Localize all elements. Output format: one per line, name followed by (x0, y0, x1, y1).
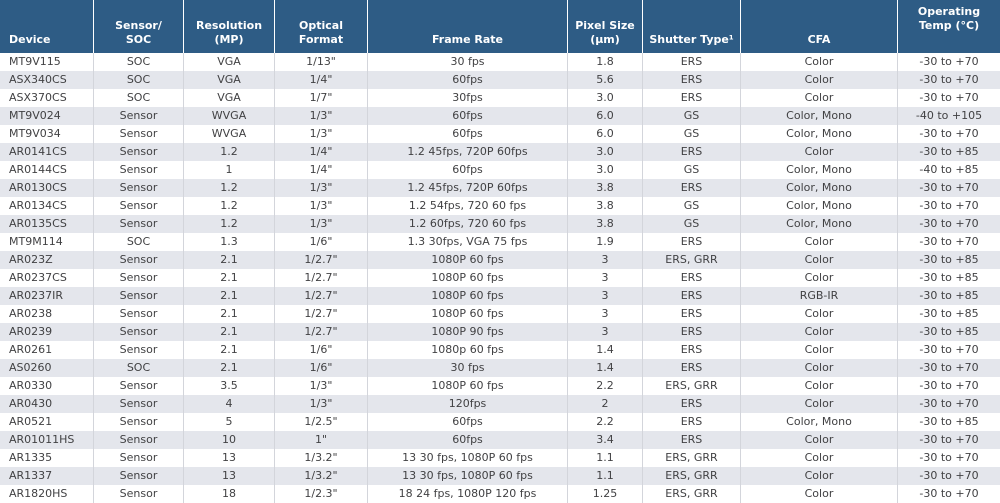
cell-optical-format: 1/2.3" (275, 485, 368, 503)
cell-resolution: 1.3 (184, 233, 275, 251)
cell-shutter-type: ERS, GRR (643, 467, 741, 485)
header-cell-pixel-size (568, 0, 643, 53)
cell-operating-temp: -30 to +70 (919, 91, 979, 104)
cell-sensor-soc: Sensor (94, 125, 184, 143)
header-label: Format (298, 33, 344, 46)
cell-operating-temp: -30 to +70 (919, 199, 979, 212)
table-row (0, 53, 1000, 71)
cell-resolution: 2.1 (184, 269, 275, 287)
header-cell-cfa (741, 0, 898, 53)
table-row (0, 323, 1000, 341)
cell-optical-format: 1/6" (275, 359, 368, 377)
cell-resolution: WVGA (184, 125, 275, 143)
cell-cfa: Color (741, 323, 898, 341)
cell-optical-format: 1/3" (275, 215, 368, 233)
cell-sensor-soc: Sensor (94, 467, 184, 485)
cell-pixel-size: 3 (568, 287, 643, 305)
header-cell-shutter-type (643, 0, 741, 53)
cell-pixel-size: 3.0 (568, 161, 643, 179)
cell-optical-format: 1/3" (275, 395, 368, 413)
cell-operating-temp: -40 to +85 (919, 163, 979, 176)
cell-frame-rate: 30fps (368, 89, 568, 107)
table-row (0, 449, 1000, 467)
cell-shutter-type: ERS (643, 71, 741, 89)
cell-operating-temp: -30 to +70 (919, 235, 979, 248)
table-row (0, 179, 1000, 197)
cell-pixel-size: 3.4 (568, 431, 643, 449)
cell-cfa: Color (741, 449, 898, 467)
cell-device: AR0130CS (0, 179, 94, 197)
table-row (0, 269, 1000, 287)
cell-shutter-type: ERS, GRR (643, 485, 741, 503)
cell-sensor-soc: Sensor (94, 431, 184, 449)
header-label: CFA (807, 33, 831, 46)
header-label: SOC (125, 33, 152, 46)
cell-optical-format: 1/3" (275, 179, 368, 197)
cell-frame-rate: 1080P 90 fps (368, 323, 568, 341)
table-row (0, 359, 1000, 377)
cell-sensor-soc: SOC (94, 89, 184, 107)
cell-shutter-type: ERS (643, 359, 741, 377)
cell-optical-format: 1/3" (275, 377, 368, 395)
cell-pixel-size: 1.8 (568, 53, 643, 71)
cell-cfa: Color (741, 233, 898, 251)
cell-pixel-size: 5.6 (568, 71, 643, 89)
cell-device: ASX370CS (0, 89, 94, 107)
cell-device: AR0261 (0, 341, 94, 359)
cell-shutter-type: ERS, GRR (643, 377, 741, 395)
cell-optical-format: 1/4" (275, 71, 368, 89)
cell-sensor-soc: SOC (94, 359, 184, 377)
cell-frame-rate: 1.3 30fps, VGA 75 fps (368, 233, 568, 251)
cell-device: AR01011HS (0, 431, 94, 449)
table-row (0, 305, 1000, 323)
cell-shutter-type: GS (643, 197, 741, 215)
cell-resolution: 1.2 (184, 179, 275, 197)
cell-frame-rate: 60fps (368, 71, 568, 89)
cell-device: AR0521 (0, 413, 94, 431)
cell-frame-rate: 1080P 60 fps (368, 269, 568, 287)
cell-shutter-type: ERS (643, 341, 741, 359)
cell-frame-rate: 60fps (368, 161, 568, 179)
cell-shutter-type: ERS, GRR (643, 449, 741, 467)
cell-shutter-type: ERS (643, 233, 741, 251)
cell-resolution: 1 (184, 161, 275, 179)
table-row (0, 143, 1000, 161)
cell-device: AR0238 (0, 305, 94, 323)
cell-resolution: 18 (184, 485, 275, 503)
cell-device: AR1820HS (0, 485, 94, 503)
cell-operating-temp: -30 to +70 (919, 433, 979, 446)
cell-cfa: Color (741, 305, 898, 323)
cell-pixel-size: 3 (568, 251, 643, 269)
cell-cfa: Color (741, 143, 898, 161)
header-cell-frame-rate (368, 0, 568, 53)
cell-cfa: Color (741, 359, 898, 377)
cell-cfa: Color, Mono (741, 125, 898, 143)
cell-pixel-size: 3.8 (568, 197, 643, 215)
header-cell-sensor-soc (94, 0, 184, 53)
cell-resolution: 2.1 (184, 305, 275, 323)
cell-device: ASX340CS (0, 71, 94, 89)
table-row (0, 395, 1000, 413)
cell-operating-temp: -30 to +85 (919, 415, 979, 428)
cell-frame-rate: 1080p 60 fps (368, 341, 568, 359)
cell-frame-rate: 1080P 60 fps (368, 377, 568, 395)
cell-cfa: Color (741, 269, 898, 287)
cell-sensor-soc: SOC (94, 53, 184, 71)
cell-pixel-size: 3.8 (568, 179, 643, 197)
table-row (0, 233, 1000, 251)
table-row (0, 125, 1000, 143)
cell-operating-temp: -30 to +70 (919, 469, 979, 482)
cell-resolution: 5 (184, 413, 275, 431)
cell-shutter-type: ERS (643, 287, 741, 305)
cell-pixel-size: 1.4 (568, 341, 643, 359)
cell-optical-format: 1/4" (275, 161, 368, 179)
cell-optical-format: 1/3.2" (275, 467, 368, 485)
header-label: Frame Rate (431, 33, 504, 46)
cell-shutter-type: GS (643, 161, 741, 179)
cell-sensor-soc: Sensor (94, 323, 184, 341)
cell-shutter-type: ERS (643, 413, 741, 431)
cell-resolution: VGA (184, 89, 275, 107)
cell-operating-temp: -30 to +85 (919, 325, 979, 338)
cell-frame-rate: 60fps (368, 431, 568, 449)
header-cell-device (0, 0, 94, 53)
table-row (0, 485, 1000, 503)
cell-frame-rate: 120fps (368, 395, 568, 413)
cell-operating-temp: -30 to +70 (919, 217, 979, 230)
cell-resolution: 1.2 (184, 143, 275, 161)
cell-cfa: Color, Mono (741, 107, 898, 125)
cell-pixel-size: 1.1 (568, 449, 643, 467)
cell-device: AR023Z (0, 251, 94, 269)
cell-cfa: Color (741, 431, 898, 449)
cell-cfa: Color (741, 89, 898, 107)
cell-pixel-size: 2 (568, 395, 643, 413)
header-label: Pixel Size (575, 19, 635, 32)
cell-pixel-size: 1.25 (568, 485, 643, 503)
cell-optical-format: 1/3" (275, 197, 368, 215)
cell-pixel-size: 3.0 (568, 89, 643, 107)
cell-resolution: VGA (184, 53, 275, 71)
cell-frame-rate: 30 fps (368, 359, 568, 377)
cell-cfa: Color (741, 251, 898, 269)
cell-resolution: 1.2 (184, 215, 275, 233)
cell-resolution: 13 (184, 449, 275, 467)
cell-sensor-soc: Sensor (94, 305, 184, 323)
cell-pixel-size: 3 (568, 305, 643, 323)
cell-operating-temp: -30 to +70 (919, 487, 979, 500)
cell-optical-format: 1/6" (275, 341, 368, 359)
cell-optical-format: 1/3.2" (275, 449, 368, 467)
cell-optical-format: 1/13" (275, 53, 368, 71)
cell-operating-temp: -30 to +85 (919, 307, 979, 320)
cell-sensor-soc: SOC (94, 71, 184, 89)
cell-operating-temp: -30 to +85 (919, 253, 979, 266)
cell-shutter-type: ERS (643, 323, 741, 341)
cell-device: AR0237CS (0, 269, 94, 287)
cell-sensor-soc: Sensor (94, 179, 184, 197)
cell-cfa: Color, Mono (741, 179, 898, 197)
cell-optical-format: 1/6" (275, 233, 368, 251)
cell-operating-temp: -30 to +85 (919, 145, 979, 158)
cell-operating-temp: -30 to +70 (919, 343, 979, 356)
cell-frame-rate: 1.2 45fps, 720P 60fps (368, 143, 568, 161)
cell-frame-rate: 18 24 fps, 1080P 120 fps (368, 485, 568, 503)
cell-resolution: WVGA (184, 107, 275, 125)
cell-frame-rate: 1.2 54fps, 720 60 fps (368, 197, 568, 215)
cell-optical-format: 1/2.7" (275, 323, 368, 341)
cell-shutter-type: GS (643, 215, 741, 233)
cell-shutter-type: ERS, GRR (643, 251, 741, 269)
cell-frame-rate: 1080P 60 fps (368, 287, 568, 305)
cell-frame-rate: 60fps (368, 125, 568, 143)
cell-pixel-size: 1.9 (568, 233, 643, 251)
table-row (0, 89, 1000, 107)
table-header (0, 0, 1000, 53)
cell-shutter-type: ERS (643, 89, 741, 107)
cell-cfa: Color (741, 53, 898, 71)
cell-operating-temp: -30 to +70 (919, 127, 979, 140)
table-row (0, 215, 1000, 233)
cell-device: AR0144CS (0, 161, 94, 179)
cell-operating-temp: -30 to +70 (919, 73, 979, 86)
table-row (0, 197, 1000, 215)
cell-operating-temp: -40 to +105 (915, 109, 983, 122)
cell-device: MT9M114 (0, 233, 94, 251)
cell-sensor-soc: Sensor (94, 107, 184, 125)
cell-shutter-type: GS (643, 125, 741, 143)
cell-sensor-soc: Sensor (94, 143, 184, 161)
header-label: (µm) (590, 33, 620, 46)
cell-cfa: Color (741, 377, 898, 395)
cell-operating-temp: -30 to +70 (919, 55, 979, 68)
cell-sensor-soc: Sensor (94, 413, 184, 431)
table-row (0, 413, 1000, 431)
cell-device: MT9V024 (0, 107, 94, 125)
cell-shutter-type: ERS (643, 143, 741, 161)
cell-sensor-soc: Sensor (94, 485, 184, 503)
cell-cfa: Color, Mono (741, 215, 898, 233)
cell-resolution: 3.5 (184, 377, 275, 395)
cell-resolution: 13 (184, 467, 275, 485)
cell-device: AR1337 (0, 467, 94, 485)
cell-operating-temp: -30 to +70 (919, 181, 979, 194)
cell-device: AR0141CS (0, 143, 94, 161)
cell-shutter-type: ERS (643, 269, 741, 287)
cell-device: AR0237IR (0, 287, 94, 305)
header-label: Device (9, 33, 51, 46)
cell-optical-format: 1" (275, 431, 368, 449)
header-cell-optical-format (275, 0, 368, 53)
cell-sensor-soc: Sensor (94, 287, 184, 305)
cell-sensor-soc: Sensor (94, 449, 184, 467)
cell-device: AS0260 (0, 359, 94, 377)
table-row (0, 467, 1000, 485)
cell-resolution: 4 (184, 395, 275, 413)
cell-operating-temp: -30 to +70 (919, 361, 979, 374)
cell-frame-rate: 60fps (368, 413, 568, 431)
cell-pixel-size: 6.0 (568, 125, 643, 143)
cell-sensor-soc: Sensor (94, 377, 184, 395)
header-label: Temp (°C) (918, 19, 980, 32)
cell-operating-temp: -30 to +70 (919, 379, 979, 392)
cell-sensor-soc: Sensor (94, 251, 184, 269)
cell-shutter-type: ERS (643, 305, 741, 323)
cell-sensor-soc: Sensor (94, 395, 184, 413)
cell-device: AR0135CS (0, 215, 94, 233)
table-row (0, 431, 1000, 449)
cell-sensor-soc: Sensor (94, 269, 184, 287)
cell-sensor-soc: SOC (94, 233, 184, 251)
cell-operating-temp: -30 to +85 (919, 289, 979, 302)
cell-cfa: Color (741, 341, 898, 359)
cell-shutter-type: ERS (643, 395, 741, 413)
header-label: Operating (917, 5, 981, 18)
cell-resolution: VGA (184, 71, 275, 89)
cell-cfa: Color (741, 395, 898, 413)
cell-cfa: Color (741, 71, 898, 89)
cell-optical-format: 1/4" (275, 143, 368, 161)
cell-optical-format: 1/3" (275, 107, 368, 125)
cell-shutter-type: GS (643, 107, 741, 125)
header-label: Resolution (195, 19, 263, 32)
cell-device: AR0239 (0, 323, 94, 341)
cell-cfa: Color, Mono (741, 197, 898, 215)
cell-cfa: Color, Mono (741, 161, 898, 179)
cell-frame-rate: 1.2 60fps, 720 60 fps (368, 215, 568, 233)
table-row (0, 161, 1000, 179)
cell-pixel-size: 2.2 (568, 377, 643, 395)
cell-device: AR0430 (0, 395, 94, 413)
cell-cfa: Color (741, 467, 898, 485)
cell-operating-temp: -30 to +85 (919, 271, 979, 284)
header-label: Shutter Type¹ (649, 33, 734, 46)
cell-device: MT9V034 (0, 125, 94, 143)
cell-optical-format: 1/7" (275, 89, 368, 107)
cell-pixel-size: 3.0 (568, 143, 643, 161)
cell-shutter-type: ERS (643, 431, 741, 449)
cell-shutter-type: ERS (643, 53, 741, 71)
cell-frame-rate: 13 30 fps, 1080P 60 fps (368, 467, 568, 485)
cell-frame-rate: 1080P 60 fps (368, 305, 568, 323)
cell-resolution: 2.1 (184, 251, 275, 269)
cell-resolution: 2.1 (184, 359, 275, 377)
table-row (0, 287, 1000, 305)
header-cell-operating-temp (898, 0, 1000, 53)
cell-optical-format: 1/2.7" (275, 305, 368, 323)
cell-resolution: 2.1 (184, 341, 275, 359)
table-body (0, 53, 1000, 503)
cell-resolution: 1.2 (184, 197, 275, 215)
cell-pixel-size: 3 (568, 323, 643, 341)
cell-pixel-size: 6.0 (568, 107, 643, 125)
cell-cfa: RGB-IR (741, 287, 898, 305)
cell-cfa: Color (741, 485, 898, 503)
cell-device: AR0330 (0, 377, 94, 395)
cell-device: MT9V115 (0, 53, 94, 71)
cell-pixel-size: 3.8 (568, 215, 643, 233)
cell-operating-temp: -30 to +70 (919, 451, 979, 464)
cell-optical-format: 1/2.7" (275, 251, 368, 269)
header-label: Optical (299, 19, 343, 32)
cell-shutter-type: ERS (643, 179, 741, 197)
cell-optical-format: 1/3" (275, 125, 368, 143)
table-row (0, 71, 1000, 89)
cell-pixel-size: 3 (568, 269, 643, 287)
cell-frame-rate: 30 fps (368, 53, 568, 71)
header-cell-resolution (184, 0, 275, 53)
cell-sensor-soc: Sensor (94, 341, 184, 359)
table-row (0, 377, 1000, 395)
cell-sensor-soc: Sensor (94, 215, 184, 233)
cell-operating-temp: -30 to +70 (919, 397, 979, 410)
table-row (0, 107, 1000, 125)
cell-frame-rate: 60fps (368, 107, 568, 125)
cell-optical-format: 1/2.7" (275, 287, 368, 305)
table-row (0, 251, 1000, 269)
header-label: Sensor/ (115, 19, 162, 32)
cell-resolution: 10 (184, 431, 275, 449)
cell-resolution: 2.1 (184, 287, 275, 305)
cell-sensor-soc: Sensor (94, 197, 184, 215)
cell-pixel-size: 2.2 (568, 413, 643, 431)
cell-pixel-size: 1.1 (568, 467, 643, 485)
header-label: (MP) (214, 33, 244, 46)
table-row (0, 341, 1000, 359)
cell-device: AR0134CS (0, 197, 94, 215)
cell-optical-format: 1/2.7" (275, 269, 368, 287)
cell-frame-rate: 1.2 45fps, 720P 60fps (368, 179, 568, 197)
cell-sensor-soc: Sensor (94, 161, 184, 179)
cell-resolution: 2.1 (184, 323, 275, 341)
cell-optical-format: 1/2.5" (275, 413, 368, 431)
cell-device: AR1335 (0, 449, 94, 467)
cell-cfa: Color, Mono (741, 413, 898, 431)
cell-frame-rate: 13 30 fps, 1080P 60 fps (368, 449, 568, 467)
cell-pixel-size: 1.4 (568, 359, 643, 377)
cell-frame-rate: 1080P 60 fps (368, 251, 568, 269)
